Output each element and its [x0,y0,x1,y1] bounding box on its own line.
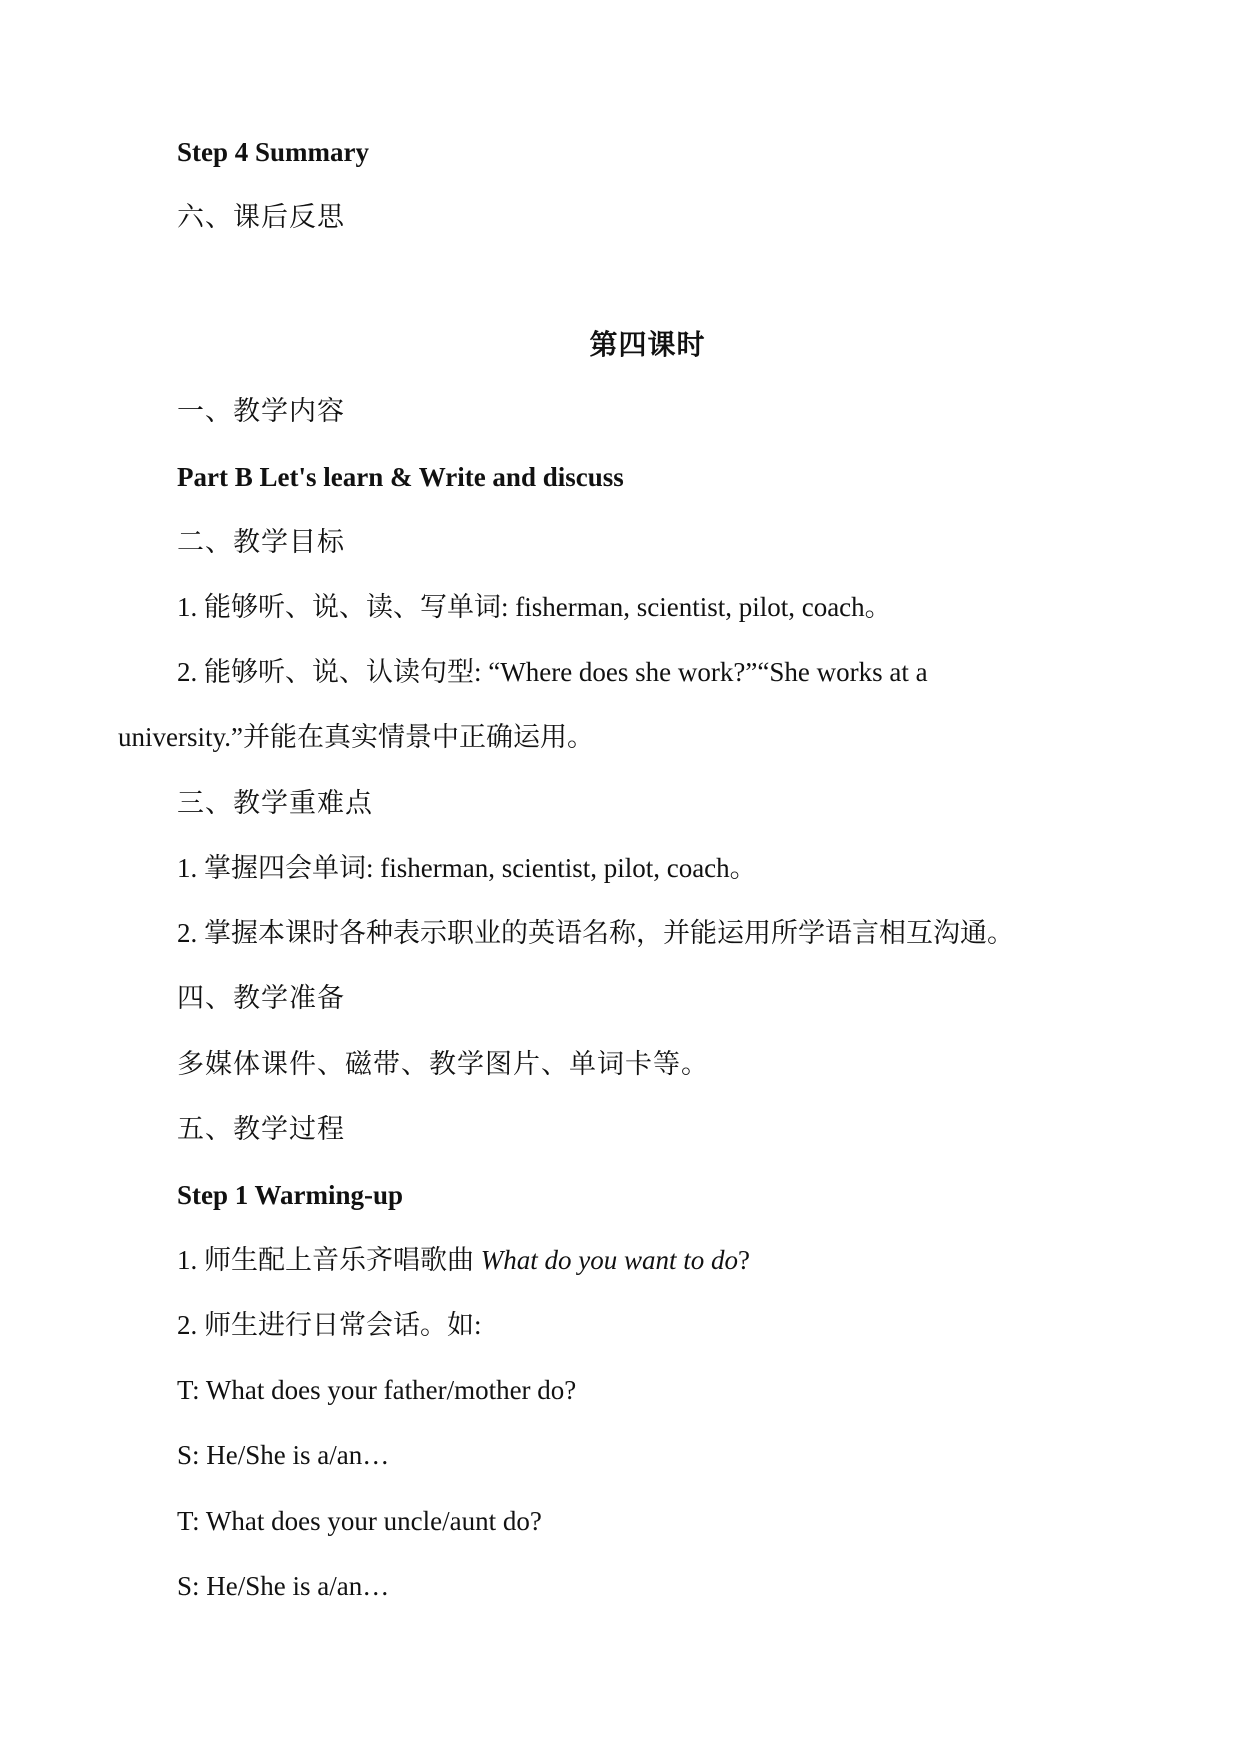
objective-2-continued: university.”并能在真实情景中正确运用。 [118,722,594,752]
step-1-warming-up-heading: Step 1 Warming-up [177,1180,404,1210]
dialogue-teacher-1: T: What does your father/mother do? [177,1375,577,1405]
dialogue-teacher-2: T: What does your uncle/aunt do? [177,1506,542,1536]
section-three-key-points: 三、教学重难点 [177,788,373,818]
section-five-process: 五、教学过程 [177,1114,345,1144]
warming-up-item-1-prefix: 1. 师生配上音乐齐唱歌曲 [177,1245,481,1275]
warming-up-item-2: 2. 师生进行日常会话。如: [177,1310,482,1340]
warming-up-item-1 [177,1242,750,1278]
objective-1: 1. 能够听、说、读、写单词: fisherman, scientist, pilot, coach。 [177,592,892,622]
objective-2: 2. 能够听、说、认读句型: “Where does she work?”“She works at a [177,657,928,687]
key-point-1: 1. 掌握四会单词: fisherman, scientist, pilot, coach。 [177,853,757,883]
section-six-reflection: 六、课后反思 [177,202,345,232]
warming-up-item-1-suffix: ? [738,1245,750,1275]
step-4-summary-heading: Step 4 Summary [177,137,370,167]
section-one-content: 一、教学内容 [177,396,345,426]
song-title: What do you want to do [480,1245,738,1275]
section-two-objectives: 二、教学目标 [177,527,345,557]
lesson-four-title: 第四课时 [589,330,706,361]
part-b-title: Part B Let's learn & Write and discuss [177,462,624,492]
section-four-preparation: 四、教学准备 [177,983,345,1013]
key-point-2: 2. 掌握本课时各种表示职业的英语名称，并能运用所学语言相互沟通。 [177,918,1014,948]
preparation-items: 多媒体课件、磁带、教学图片、单词卡等。 [177,1049,709,1079]
dialogue-student-1: S: He/She is a/an… [177,1440,390,1470]
dialogue-student-2: S: He/She is a/an… [177,1571,390,1601]
